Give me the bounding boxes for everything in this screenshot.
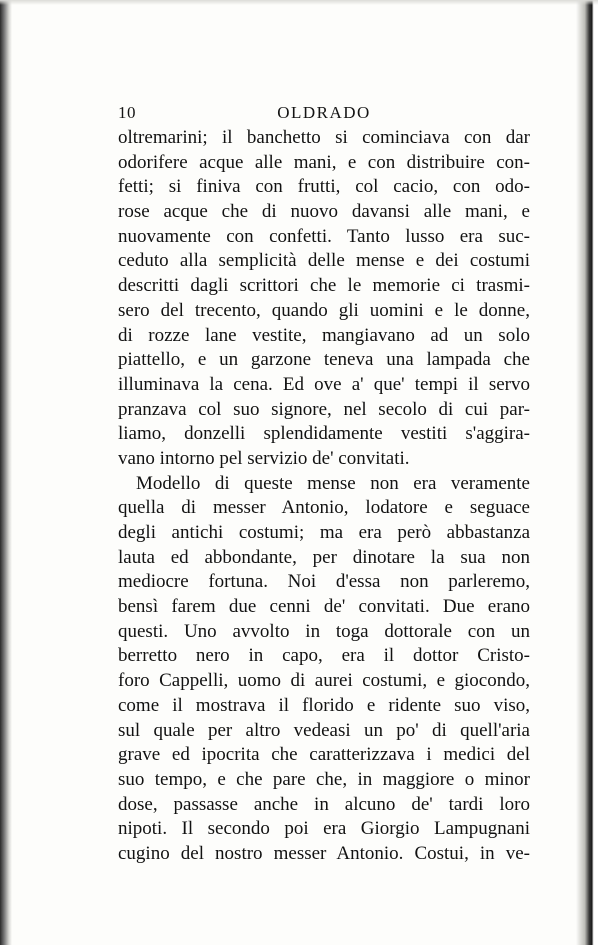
text-line: nipoti. Il secondo poi era Giorgio Lampugnani bbox=[118, 818, 530, 840]
scan-edge-right bbox=[576, 0, 598, 945]
text-line: degli antichi costumi; ma era però abbastanza bbox=[118, 522, 530, 543]
text-line: suo tempo, e che pare che, in maggiore o minor bbox=[118, 768, 530, 790]
text-line: sul quale per altro vedeasi un po' di quell'aria bbox=[118, 719, 530, 741]
text-line: cugino del nostro messer Antonio. Costui, in ve- bbox=[118, 842, 530, 864]
text-line: grave ed ipocrita che caratterizzava i medici del bbox=[118, 744, 530, 766]
text-line: descritti dagli scrittori che le memorie ci trasmi- bbox=[118, 275, 530, 297]
text-line: oltremarini; il banchetto si cominciava con dar bbox=[118, 127, 530, 148]
text-line: di rozze lane vestite, mangiavano ad un solo bbox=[118, 324, 530, 346]
page-number: 10 bbox=[118, 103, 136, 122]
scan-edge-left bbox=[0, 0, 12, 945]
paragraph-2 bbox=[118, 472, 530, 867]
text-line: dose, passasse anche in alcuno de' tardi loro bbox=[118, 793, 530, 815]
text-line: fetti; si finiva con frutti, col cacio, con odo- bbox=[118, 176, 530, 198]
text-line: questi. Uno avvolto in toga dottorale con un bbox=[118, 620, 530, 642]
text-line: odorifere acque alle mani, e con distribuire con- bbox=[118, 151, 530, 173]
text-line: foro Cappelli, uomo di aurei costumi, e giocondo, bbox=[118, 670, 530, 692]
text-line: pranzava col suo signore, nel secolo di cui par- bbox=[118, 398, 530, 420]
body-text bbox=[118, 126, 530, 867]
text-line: lauta ed abbondante, per dinotare la sua non bbox=[118, 546, 530, 568]
running-header bbox=[118, 103, 530, 127]
text-line: quella di messer Antonio, lodatore e seguace bbox=[118, 497, 530, 519]
text-line: sero del trecento, quando gli uomini e le donne, bbox=[118, 299, 530, 321]
scan-edge-top bbox=[0, 0, 598, 5]
text-line: piattello, e un garzone teneva una lampada che bbox=[118, 349, 530, 371]
text-line: mediocre fortuna. Noi d'essa non parleremo, bbox=[118, 571, 530, 593]
text-line: vano intorno pel servizio de' convitati. bbox=[118, 447, 410, 469]
text-line: liamo, donzelli splendidamente vestiti s'aggira- bbox=[118, 423, 530, 445]
text-line: nuovamente con confetti. Tanto lusso era suc- bbox=[118, 225, 530, 247]
text-line: ceduto alla semplicità delle mense e dei costumi bbox=[118, 250, 530, 272]
text-line: illuminava la cena. Ed ove a' que' tempi il servo bbox=[118, 373, 530, 395]
text-line: come il mostrava il florido e ridente suo viso, bbox=[118, 694, 530, 716]
text-line: rose acque che di nuovo davansi alle mani, e bbox=[118, 201, 530, 223]
text-line: bensì farem due cenni de' convitati. Due erano bbox=[118, 596, 530, 618]
text-line: berretto nero in capo, era il dottor Cristo- bbox=[118, 645, 530, 667]
running-title: OLDRADO bbox=[277, 103, 371, 122]
text-line: Modello di queste mense non era veramente bbox=[136, 472, 530, 494]
paragraph-1 bbox=[118, 126, 530, 472]
